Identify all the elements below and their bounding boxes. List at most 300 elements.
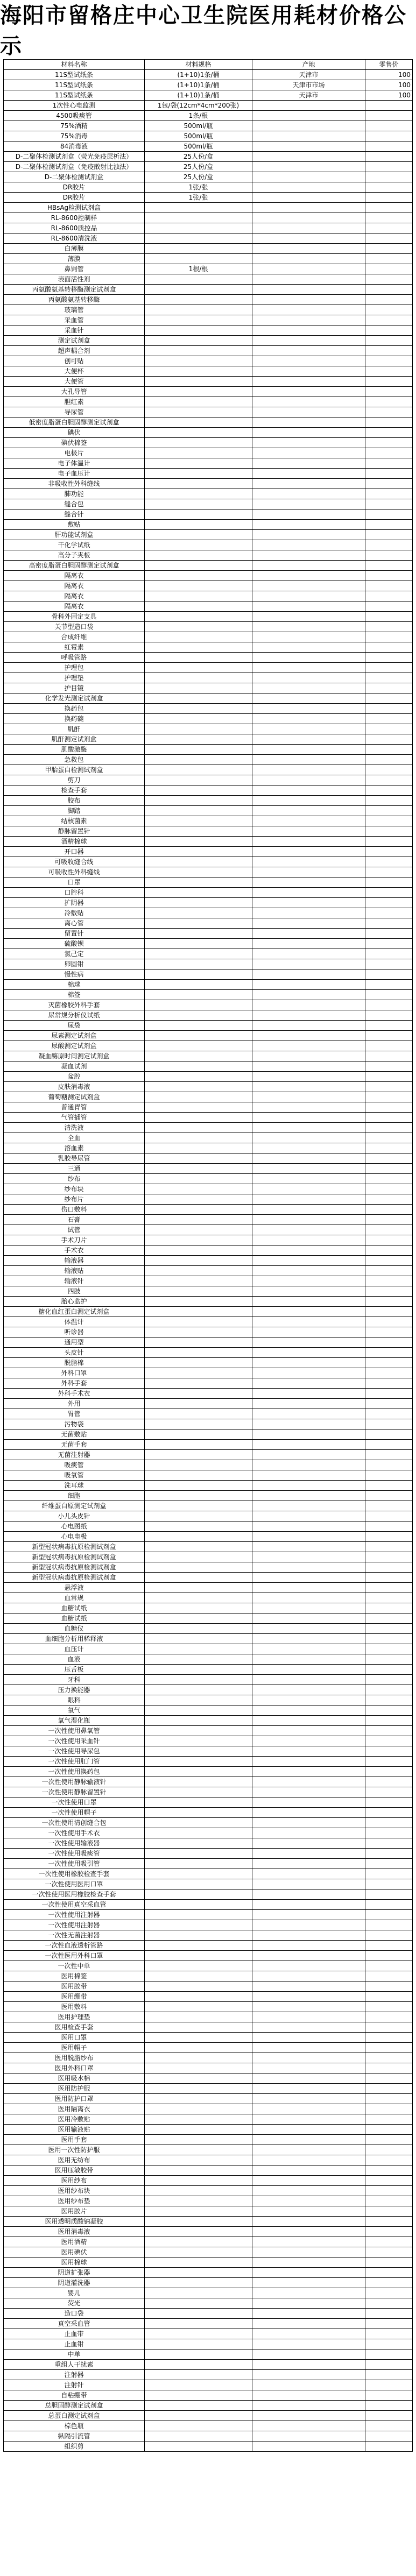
retail-price-cell <box>365 2165 413 2176</box>
material-name-cell: 4500吸痰管 <box>4 111 145 121</box>
specification-cell <box>145 663 252 673</box>
origin-cell <box>252 1041 365 1051</box>
material-name-cell: 医用口罩 <box>4 2033 145 2043</box>
material-name-cell: 医用纱布垫 <box>4 2196 145 2206</box>
material-name-cell: 一次性血液透析管路 <box>4 1941 145 1951</box>
material-name-cell: 棕色瓶 <box>4 2421 145 2431</box>
origin-cell <box>252 1941 365 1951</box>
specification-cell <box>145 2145 252 2155</box>
material-name-cell: 注射针 <box>4 2380 145 2390</box>
retail-price-cell <box>365 366 413 377</box>
table-row <box>4 1123 413 1133</box>
table-row <box>4 1031 413 1041</box>
material-name-cell: 纱布片 <box>4 1194 145 1205</box>
table-row <box>4 1992 413 2002</box>
table-row <box>4 2104 413 2114</box>
origin-cell <box>252 775 365 785</box>
retail-price-cell <box>365 1808 413 1818</box>
origin-cell <box>252 2022 365 2033</box>
specification-cell <box>145 2319 252 2329</box>
table-row <box>4 550 413 561</box>
origin-cell <box>252 1767 365 1777</box>
origin-cell <box>252 1511 365 1521</box>
table-row <box>4 1368 413 1378</box>
specification-cell <box>145 1521 252 1532</box>
origin-cell <box>252 244 365 254</box>
specification-cell <box>145 1470 252 1481</box>
table-row <box>4 847 413 857</box>
material-name-cell: 医用消毒液 <box>4 2227 145 2237</box>
retail-price-cell <box>365 1276 413 1286</box>
specification-cell <box>145 1327 252 1337</box>
table-row <box>4 622 413 632</box>
table-row <box>4 1573 413 1583</box>
retail-price-cell <box>365 448 413 458</box>
retail-price-cell <box>365 1450 413 1460</box>
material-name-cell: 糖化血红蛋白测定试剂盒 <box>4 1307 145 1317</box>
header-row <box>4 60 413 70</box>
material-name-cell: 血糖试纸 <box>4 1603 145 1613</box>
specification-cell <box>145 540 252 550</box>
specification-cell <box>145 1450 252 1460</box>
material-name-cell: 隔离衣 <box>4 571 145 581</box>
retail-price-cell <box>365 162 413 172</box>
specification-cell <box>145 346 252 356</box>
retail-price-cell <box>365 2043 413 2053</box>
table-row <box>4 908 413 918</box>
specification-cell <box>145 1000 252 1010</box>
origin-cell <box>252 346 365 356</box>
origin-cell <box>252 111 365 121</box>
specification-cell <box>145 1307 252 1317</box>
origin-cell <box>252 397 365 407</box>
retail-price-cell: 100 <box>365 70 413 80</box>
specification-cell <box>145 1757 252 1767</box>
material-name-cell: 电极片 <box>4 448 145 458</box>
table-row <box>4 489 413 499</box>
table-row <box>4 1399 413 1409</box>
specification-cell <box>145 1869 252 1879</box>
specification-cell <box>145 1174 252 1184</box>
table-row <box>4 305 413 315</box>
retail-price-cell <box>365 540 413 550</box>
specification-cell <box>145 1276 252 1286</box>
material-name-cell: 合成纤维 <box>4 632 145 642</box>
table-row <box>4 101 413 111</box>
origin-cell <box>252 1665 365 1675</box>
specification-cell <box>145 2237 252 2247</box>
specification-cell <box>145 2217 252 2227</box>
retail-price-cell <box>365 1941 413 1951</box>
material-name-cell: 可吸收缝合线 <box>4 857 145 867</box>
retail-price-cell <box>365 417 413 428</box>
retail-price-cell <box>365 2145 413 2155</box>
material-name-cell: 组织剪 <box>4 2441 145 2452</box>
material-name-cell: 超声耦合剂 <box>4 346 145 356</box>
specification-cell <box>145 366 252 377</box>
table-row <box>4 561 413 571</box>
specification-cell: 25人份/盒 <box>145 162 252 172</box>
specification-cell <box>145 591 252 601</box>
origin-cell <box>252 857 365 867</box>
retail-price-cell <box>365 561 413 571</box>
specification-cell <box>145 1818 252 1828</box>
retail-price-cell <box>365 1849 413 1859</box>
material-name-cell: 一次性使用口罩 <box>4 1797 145 1808</box>
retail-price-cell <box>365 223 413 233</box>
origin-cell <box>252 1245 365 1256</box>
specification-cell <box>145 2227 252 2237</box>
material-name-cell: 氧气 <box>4 1705 145 1716</box>
retail-price-cell <box>365 1552 413 1562</box>
retail-price-cell <box>365 1102 413 1113</box>
origin-cell <box>252 1501 365 1511</box>
material-name-cell: 心电图纸 <box>4 1521 145 1532</box>
material-name-cell: 自粘绷带 <box>4 2390 145 2401</box>
origin-cell <box>252 2002 365 2012</box>
material-name-cell: 剪刀 <box>4 775 145 785</box>
table-row <box>4 755 413 765</box>
material-name-cell: 一次性中单 <box>4 1961 145 1971</box>
retail-price-cell <box>365 111 413 121</box>
specification-cell <box>145 1859 252 1869</box>
retail-price-cell <box>365 2431 413 2441</box>
table-row <box>4 1777 413 1787</box>
specification-cell <box>145 2421 252 2431</box>
origin-cell <box>252 683 365 693</box>
table-row <box>4 90 413 101</box>
table-row <box>4 141 413 152</box>
material-name-cell: 1次性心电监测 <box>4 101 145 111</box>
origin-cell <box>252 1961 365 1971</box>
table-row <box>4 1225 413 1235</box>
specification-cell <box>145 775 252 785</box>
origin-cell <box>252 2094 365 2104</box>
material-name-cell: 新型冠状病毒抗原检测试剂盒 <box>4 1552 145 1562</box>
specification-cell <box>145 796 252 806</box>
table-row <box>4 877 413 888</box>
retail-price-cell <box>365 1869 413 1879</box>
retail-price-cell <box>365 632 413 642</box>
material-name-cell: 婴儿 <box>4 2288 145 2298</box>
material-name-cell: 红霉素 <box>4 642 145 653</box>
material-name-cell: 医用帽子 <box>4 2043 145 2053</box>
specification-cell <box>145 1368 252 1378</box>
table-row <box>4 295 413 305</box>
table-row <box>4 1511 413 1521</box>
retail-price-cell <box>365 1644 413 1654</box>
origin-cell <box>252 295 365 305</box>
origin-cell <box>252 1429 365 1440</box>
table-row <box>4 1879 413 1889</box>
specification-cell <box>145 489 252 499</box>
origin-cell <box>252 1787 365 1797</box>
specification-cell <box>145 2053 252 2063</box>
origin-cell <box>252 2390 365 2401</box>
price-table <box>3 59 413 2452</box>
retail-price-cell: 100 <box>365 80 413 90</box>
material-name-cell: 无菌敷贴 <box>4 1429 145 1440</box>
material-name-cell: RL-8600控制样 <box>4 213 145 223</box>
specification-cell <box>145 714 252 724</box>
retail-price-cell <box>365 2298 413 2309</box>
origin-cell <box>252 550 365 561</box>
origin-cell <box>252 1051 365 1061</box>
origin-cell <box>252 816 365 826</box>
origin-cell <box>252 1266 365 1276</box>
material-name-cell: 开口器 <box>4 847 145 857</box>
retail-price-cell <box>365 469 413 479</box>
specification-cell <box>145 734 252 745</box>
specification-cell <box>145 1409 252 1419</box>
origin-cell <box>252 2431 365 2441</box>
material-name-cell: 三通 <box>4 1164 145 1174</box>
origin-cell <box>252 1736 365 1746</box>
specification-cell <box>145 1031 252 1041</box>
retail-price-cell <box>365 591 413 601</box>
material-name-cell: 手术刀片 <box>4 1235 145 1245</box>
retail-price-cell <box>365 1654 413 1665</box>
specification-cell <box>145 642 252 653</box>
retail-price-cell <box>365 2186 413 2196</box>
origin-cell <box>252 438 365 448</box>
specification-cell <box>145 1716 252 1726</box>
table-row <box>4 2217 413 2227</box>
retail-price-cell <box>365 101 413 111</box>
table-row <box>4 1337 413 1348</box>
origin-cell <box>252 1000 365 1010</box>
material-name-cell: 一次性使用橡胶检查手套 <box>4 1869 145 1879</box>
table-row <box>4 233 413 244</box>
origin-cell <box>252 1205 365 1215</box>
origin-cell <box>252 1133 365 1143</box>
material-name-cell: 一次性使用换药包 <box>4 1767 145 1777</box>
specification-cell <box>145 1634 252 1644</box>
material-name-cell: 医用输液贴 <box>4 2125 145 2135</box>
table-row <box>4 1358 413 1368</box>
table-row <box>4 2349 413 2360</box>
material-name-cell: 无菌注射器 <box>4 1450 145 1460</box>
origin-cell <box>252 1092 365 1102</box>
retail-price-cell <box>365 601 413 612</box>
material-name-cell: 一次性使用采血针 <box>4 1736 145 1746</box>
origin-cell <box>252 1143 365 1153</box>
table-row <box>4 356 413 366</box>
retail-price-cell <box>365 755 413 765</box>
retail-price-cell <box>365 745 413 755</box>
origin-cell <box>252 1726 365 1736</box>
specification-cell <box>145 1215 252 1225</box>
table-row <box>4 346 413 356</box>
material-name-cell: 小儿头皮针 <box>4 1511 145 1521</box>
retail-price-cell <box>365 264 413 274</box>
table-row <box>4 1665 413 1675</box>
specification-cell <box>145 2390 252 2401</box>
specification-cell <box>145 1256 252 1266</box>
material-name-cell: 医用胶带 <box>4 1981 145 1992</box>
origin-cell <box>252 1603 365 1613</box>
material-name-cell: 采血管 <box>4 315 145 325</box>
origin-cell <box>252 561 365 571</box>
retail-price-cell <box>365 1879 413 1889</box>
specification-cell <box>145 2268 252 2278</box>
specification-cell <box>145 1021 252 1031</box>
table-row <box>4 1869 413 1879</box>
specification-cell <box>145 387 252 397</box>
material-name-cell: 一次性使用导尿包 <box>4 1746 145 1757</box>
specification-cell <box>145 929 252 939</box>
retail-price-cell <box>365 1593 413 1603</box>
retail-price-cell <box>365 1838 413 1849</box>
specification-cell <box>145 980 252 990</box>
retail-price-cell <box>365 121 413 131</box>
retail-price-cell <box>365 1184 413 1194</box>
retail-price-cell <box>365 1777 413 1787</box>
specification-cell <box>145 285 252 295</box>
table-row <box>4 990 413 1000</box>
table-row <box>4 1113 413 1123</box>
specification-cell: 1张/张 <box>145 193 252 203</box>
table-row <box>4 264 413 274</box>
origin-cell <box>252 1194 365 1205</box>
retail-price-cell <box>365 612 413 622</box>
origin-cell <box>252 489 365 499</box>
origin-cell <box>252 1010 365 1021</box>
origin-cell <box>252 2421 365 2431</box>
specification-cell <box>145 1072 252 1082</box>
table-row <box>4 1092 413 1102</box>
retail-price-cell <box>365 1225 413 1235</box>
origin-cell <box>252 1808 365 1818</box>
material-name-cell: 医用无纺布 <box>4 2155 145 2165</box>
material-name-cell: 吸氧管 <box>4 1470 145 1481</box>
retail-price-cell <box>365 1583 413 1593</box>
origin-cell <box>252 366 365 377</box>
table-row <box>4 1491 413 1501</box>
retail-price-cell <box>365 1286 413 1297</box>
origin-cell <box>252 2237 365 2247</box>
material-name-cell: 细胞 <box>4 1491 145 1501</box>
material-name-cell: 75%消毒 <box>4 131 145 141</box>
retail-price-cell <box>365 203 413 213</box>
table-row <box>4 315 413 325</box>
table-row <box>4 448 413 458</box>
specification-cell <box>145 837 252 847</box>
retail-price-cell <box>365 1981 413 1992</box>
specification-cell <box>145 1143 252 1153</box>
origin-cell <box>252 2329 365 2339</box>
specification-cell <box>145 1675 252 1685</box>
table-row <box>4 1194 413 1205</box>
retail-price-cell <box>365 1205 413 1215</box>
retail-price-cell <box>365 1511 413 1521</box>
table-row <box>4 1797 413 1808</box>
retail-price-cell <box>365 1327 413 1337</box>
table-row <box>4 336 413 346</box>
origin-cell <box>252 1358 365 1368</box>
specification-cell: (1+10)1条/桶 <box>145 80 252 90</box>
origin-cell <box>252 1113 365 1123</box>
specification-cell <box>145 1624 252 1634</box>
origin-cell <box>252 213 365 223</box>
retail-price-cell <box>365 428 413 438</box>
material-name-cell: 医用吸水棉 <box>4 2073 145 2084</box>
specification-cell: (1+10)1条/桶 <box>145 90 252 101</box>
table-row <box>4 1808 413 1818</box>
retail-price-cell <box>365 315 413 325</box>
origin-cell <box>252 2217 365 2227</box>
table-row <box>4 387 413 397</box>
table-row <box>4 1450 413 1460</box>
table-row <box>4 2002 413 2012</box>
retail-price-cell <box>365 1746 413 1757</box>
specification-cell: 1包/袋(12cm*4cm*200张) <box>145 101 252 111</box>
origin-cell <box>252 642 365 653</box>
material-name-cell: 压力换能器 <box>4 1685 145 1695</box>
material-name-cell: 一次性使用静脉留置针 <box>4 1787 145 1797</box>
retail-price-cell <box>365 673 413 683</box>
origin-cell <box>252 1593 365 1603</box>
material-name-cell: 头皮针 <box>4 1348 145 1358</box>
specification-cell <box>145 2063 252 2073</box>
specification-cell <box>145 244 252 254</box>
retail-price-cell <box>365 1021 413 1031</box>
origin-cell <box>252 888 365 898</box>
specification-cell <box>145 1562 252 1573</box>
specification-cell <box>145 704 252 714</box>
retail-price-cell <box>365 2370 413 2380</box>
table-row <box>4 2043 413 2053</box>
material-name-cell: 污物袋 <box>4 1419 145 1429</box>
origin-cell <box>252 407 365 417</box>
table-row <box>4 182 413 193</box>
origin-cell <box>252 1624 365 1634</box>
material-name-cell: DR胶片 <box>4 193 145 203</box>
table-row <box>4 826 413 837</box>
retail-price-cell <box>365 356 413 366</box>
material-name-cell: 医用棉签 <box>4 1971 145 1981</box>
table-row <box>4 2309 413 2319</box>
retail-price-cell <box>365 806 413 816</box>
retail-price-cell <box>365 1409 413 1419</box>
table-row <box>4 898 413 908</box>
origin-cell <box>252 1153 365 1164</box>
material-name-cell: 护理垫 <box>4 673 145 683</box>
material-name-cell: 棉签 <box>4 990 145 1000</box>
material-name-cell: 医用胶片 <box>4 2206 145 2217</box>
table-row <box>4 816 413 826</box>
material-name-cell: 医用隔离衣 <box>4 2104 145 2114</box>
origin-cell: 天津市 <box>252 70 365 80</box>
retail-price-cell <box>365 438 413 448</box>
retail-price-cell <box>365 1491 413 1501</box>
retail-price-cell <box>365 714 413 724</box>
specification-cell <box>145 1838 252 1849</box>
retail-price-cell <box>365 479 413 489</box>
table-row <box>4 714 413 724</box>
specification-cell <box>145 530 252 540</box>
retail-price-cell <box>365 1429 413 1440</box>
specification-cell <box>145 2012 252 2022</box>
specification-cell <box>145 2196 252 2206</box>
material-name-cell: 肌酐测定试剂盒 <box>4 734 145 745</box>
specification-cell <box>145 1164 252 1174</box>
origin-cell <box>252 377 365 387</box>
table-row <box>4 1010 413 1021</box>
origin-cell <box>252 1123 365 1133</box>
origin-cell <box>252 458 365 469</box>
origin-cell <box>252 1164 365 1174</box>
